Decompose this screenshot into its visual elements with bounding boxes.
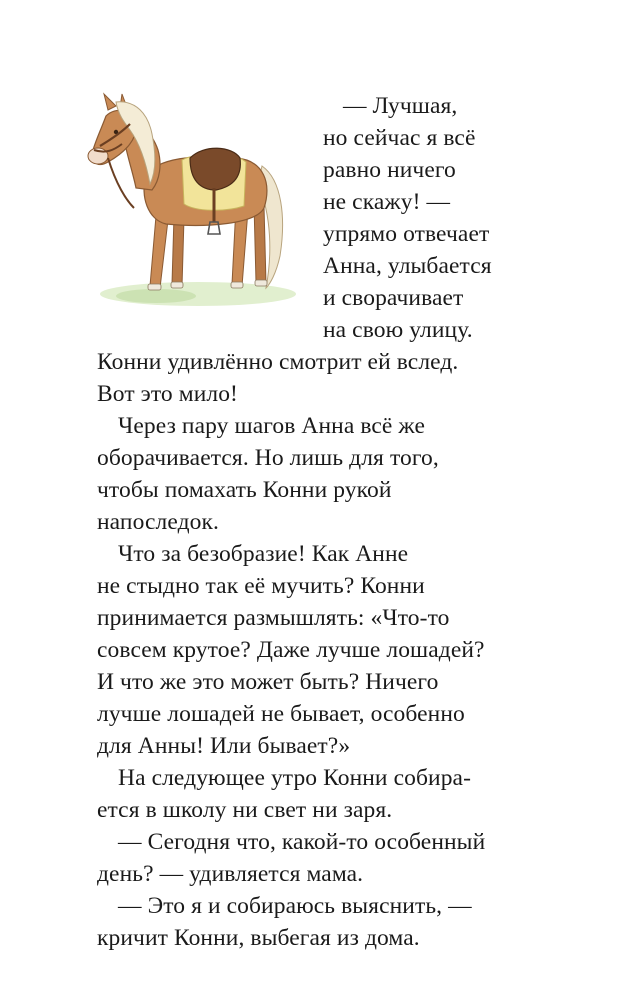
text-line-27: кричит Конни, выбегая из дома. [97, 925, 420, 951]
text-line-1: — Лучшая, [343, 93, 458, 119]
pony-illustration-icon [86, 88, 296, 310]
text-line-17: принимается размышлять: «Что-то [97, 605, 450, 631]
text-line-5: упрямо отвечает [323, 221, 490, 247]
text-line-4: не скажу! — [323, 189, 451, 215]
text-line-12: оборачивается. Но лишь для того, [97, 445, 439, 471]
text-line-7: и сворачивает [323, 285, 464, 311]
text-line-21: для Анны! Или бывает?» [97, 733, 351, 759]
text-line-13: чтобы помахать Конни рукой [97, 477, 392, 503]
text-line-23: ется в школу ни свет ни заря. [97, 797, 393, 823]
text-line-3: равно ничего [323, 157, 456, 183]
text-line-25: день? — удивляется мама. [97, 861, 364, 887]
text-line-10: Вот это мило! [97, 381, 238, 407]
text-line-9: Конни удивлённо смотрит ей вслед. [97, 349, 459, 375]
text-line-19: И что же это может быть? Ничего [97, 669, 439, 695]
text-line-24: — Сегодня что, какой-то особенный [118, 829, 486, 855]
text-line-16: не стыдно так её мучить? Конни [97, 573, 425, 599]
text-line-6: Анна, улыбается [323, 253, 492, 279]
text-line-8: на свою улицу. [323, 317, 473, 343]
text-line-22: На следующее утро Конни собира- [118, 765, 472, 791]
text-line-15: Что за безобразие! Как Анне [118, 541, 409, 567]
text-line-11: Через пару шагов Анна всё же [118, 413, 425, 439]
text-line-2: но сейчас я всё [323, 125, 476, 151]
text-line-14: напоследок. [97, 509, 219, 535]
text-line-26: — Это я и собираюсь выяснить, — [118, 893, 472, 919]
text-line-18: совсем крутое? Даже лучше лошадей? [97, 637, 485, 663]
text-line-20: лучше лошадей не бывает, особенно [97, 701, 465, 727]
